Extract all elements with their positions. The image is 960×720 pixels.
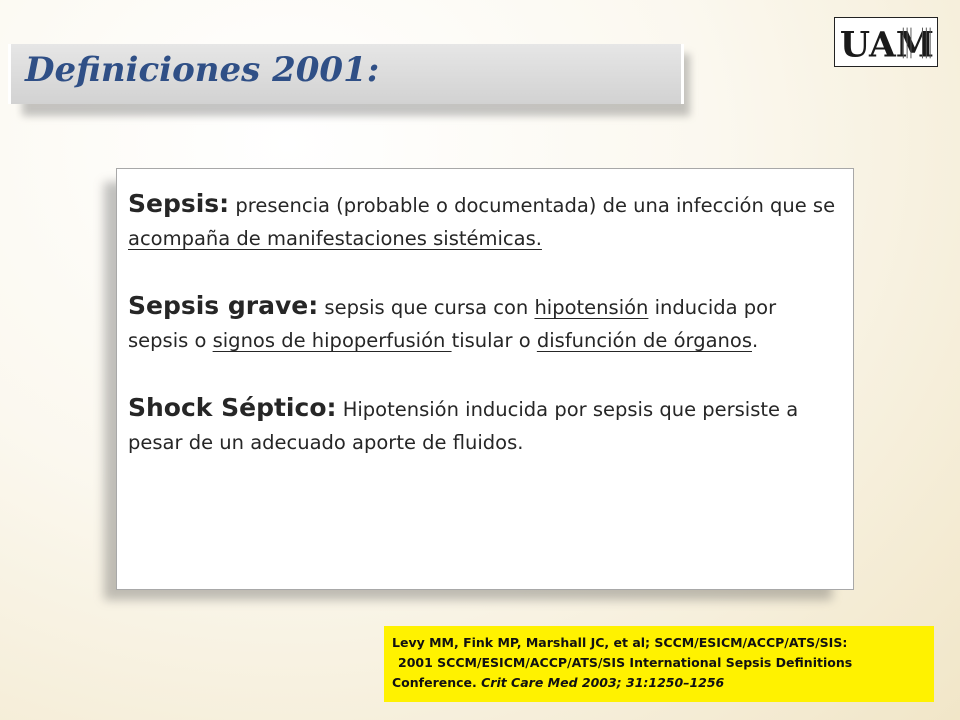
reference-box (384, 626, 934, 702)
definition-hipotension: hipotensión (534, 295, 649, 319)
title-bar (8, 44, 684, 104)
term-shock-septico: Shock Séptico: (128, 392, 337, 422)
definition-sepsis-grave-text-3: tisular o (451, 328, 537, 352)
definition-sepsis-underlined: acompaña de manifestaciones sistémicas. (128, 226, 542, 250)
definition-shock-septico (128, 389, 841, 458)
definition-hipoperfusion: signos de hipoperfusión (212, 328, 452, 352)
definition-sepsis-grave-text-1: sepsis que cursa con (318, 295, 535, 319)
definition-sepsis-grave-text-2: inducida por sepsis o (128, 295, 777, 352)
definition-shock-septico-text: Hipotensión inducida por sepsis que persiste a pesar de un adecuado aporte de fluidos. (128, 397, 799, 454)
uam-logo-graphic (835, 18, 937, 66)
definition-sepsis-grave (128, 287, 841, 356)
definition-sepsis-grave-text-4: . (751, 328, 759, 352)
uam-logo (834, 17, 938, 67)
uam-logo-text: UAM (839, 25, 935, 66)
reference-journal: Crit Care Med 2003; 31:1250–1256 (481, 675, 725, 690)
slide-title: Definiciones 2001: (25, 50, 380, 90)
definitions-box (116, 168, 854, 590)
definition-disfuncion: disfunción de órganos (536, 328, 752, 352)
term-sepsis-grave: Sepsis grave: (128, 290, 319, 320)
definition-sepsis-text-1: presencia (probable o documentada) de una infección que se (229, 194, 836, 217)
definition-sepsis (128, 185, 841, 254)
reference-line-2: 2001 SCCM/ESICM/ACCP/ATS/SIS International Sepsis Definitions (398, 655, 853, 670)
reference-line-3-prefix: Conference. (392, 675, 482, 690)
reference-line-3 (392, 673, 926, 693)
reference-line-1: Levy MM, Fink MP, Marshall JC, et al; SCCM/ESICM/ACCP/ATS/SIS: (392, 635, 848, 650)
term-sepsis: Sepsis: (128, 189, 230, 218)
